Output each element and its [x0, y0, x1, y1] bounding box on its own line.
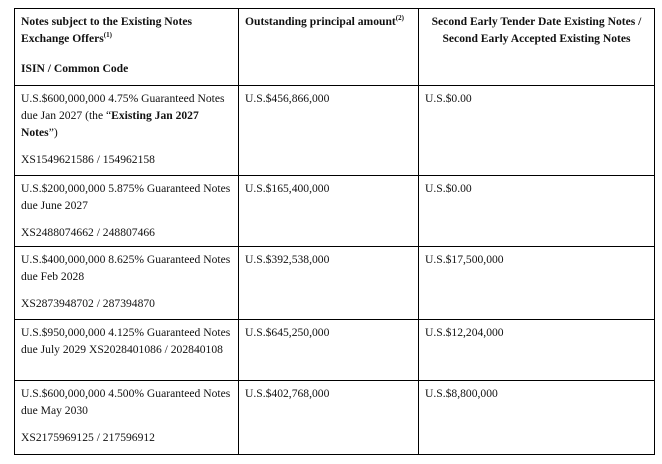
- footnote-1: (1): [103, 31, 112, 40]
- notes-description: U.S.$600,000,000 4.500% Guaranteed Notes due May 2030: [21, 387, 231, 417]
- outstanding-cell: [239, 86, 419, 176]
- accepted-cell: [419, 176, 655, 247]
- table-row: [15, 86, 655, 176]
- header-outstanding: [239, 9, 419, 86]
- accepted-amount: U.S.$8,800,000: [425, 387, 498, 400]
- header-outstanding-title: Outstanding principal amount: [245, 15, 396, 28]
- accepted-cell: [419, 381, 655, 455]
- header-notes: [15, 9, 239, 86]
- accepted-amount: U.S.$17,500,000: [425, 253, 504, 266]
- isin-code: XS2175969125 / 217596912: [21, 431, 155, 444]
- accepted-cell: [419, 247, 655, 320]
- table-row: [15, 176, 655, 247]
- footnote-2: (2): [395, 14, 404, 23]
- exchange-offers-table: [14, 8, 655, 455]
- notes-cell: [15, 381, 239, 455]
- isin-code: XS2873948702 / 287394870: [21, 297, 155, 310]
- isin-code: XS1549621586 / 154962158: [21, 153, 155, 166]
- outstanding-cell: [239, 176, 419, 247]
- notes-cell: [15, 320, 239, 381]
- outstanding-amount: U.S.$645,250,000: [245, 326, 330, 339]
- accepted-amount: U.S.$0.00: [425, 182, 472, 195]
- notes-description: U.S.$600,000,000 4.75% Guaranteed Notes due Jan 2027 (the “: [21, 92, 225, 122]
- outstanding-cell: [239, 247, 419, 320]
- notes-description-end: ”): [48, 126, 58, 139]
- isin-code: XS2488074662 / 248807466: [21, 226, 155, 239]
- table-row: [15, 381, 655, 455]
- header-accepted: [419, 9, 655, 86]
- notes-description: U.S.$400,000,000 8.625% Guaranteed Notes due Feb 2028: [21, 253, 231, 283]
- outstanding-cell: [239, 381, 419, 455]
- outstanding-amount: U.S.$402,768,000: [245, 387, 330, 400]
- notes-cell: [15, 86, 239, 176]
- table-header-row: [15, 9, 655, 86]
- defined-term: Existing Jan 2027 Notes: [21, 109, 199, 139]
- accepted-cell: [419, 320, 655, 381]
- outstanding-amount: U.S.$165,400,000: [245, 182, 330, 195]
- table-row: [15, 320, 655, 381]
- header-notes-title: Notes subject to the Existing Notes Exchange Offers: [21, 15, 192, 45]
- accepted-amount: U.S.$12,204,000: [425, 326, 504, 339]
- accepted-cell: [419, 86, 655, 176]
- outstanding-amount: U.S.$456,866,000: [245, 92, 330, 105]
- notes-cell: [15, 247, 239, 320]
- accepted-amount: U.S.$0.00: [425, 92, 472, 105]
- notes-description: U.S.$200,000,000 5.875% Guaranteed Notes due June 2027: [21, 182, 231, 212]
- outstanding-cell: [239, 320, 419, 381]
- header-accepted-title: Second Early Tender Date Existing Notes / Second Early Accepted Existing Notes: [431, 15, 642, 45]
- outstanding-amount: U.S.$392,538,000: [245, 253, 330, 266]
- notes-description: U.S.$950,000,000 4.125% Guaranteed Notes due July 2029 XS2028401086 / 202840108: [21, 326, 231, 356]
- notes-cell: [15, 176, 239, 247]
- table-row: [15, 247, 655, 320]
- header-isin: ISIN / Common Code: [21, 62, 129, 75]
